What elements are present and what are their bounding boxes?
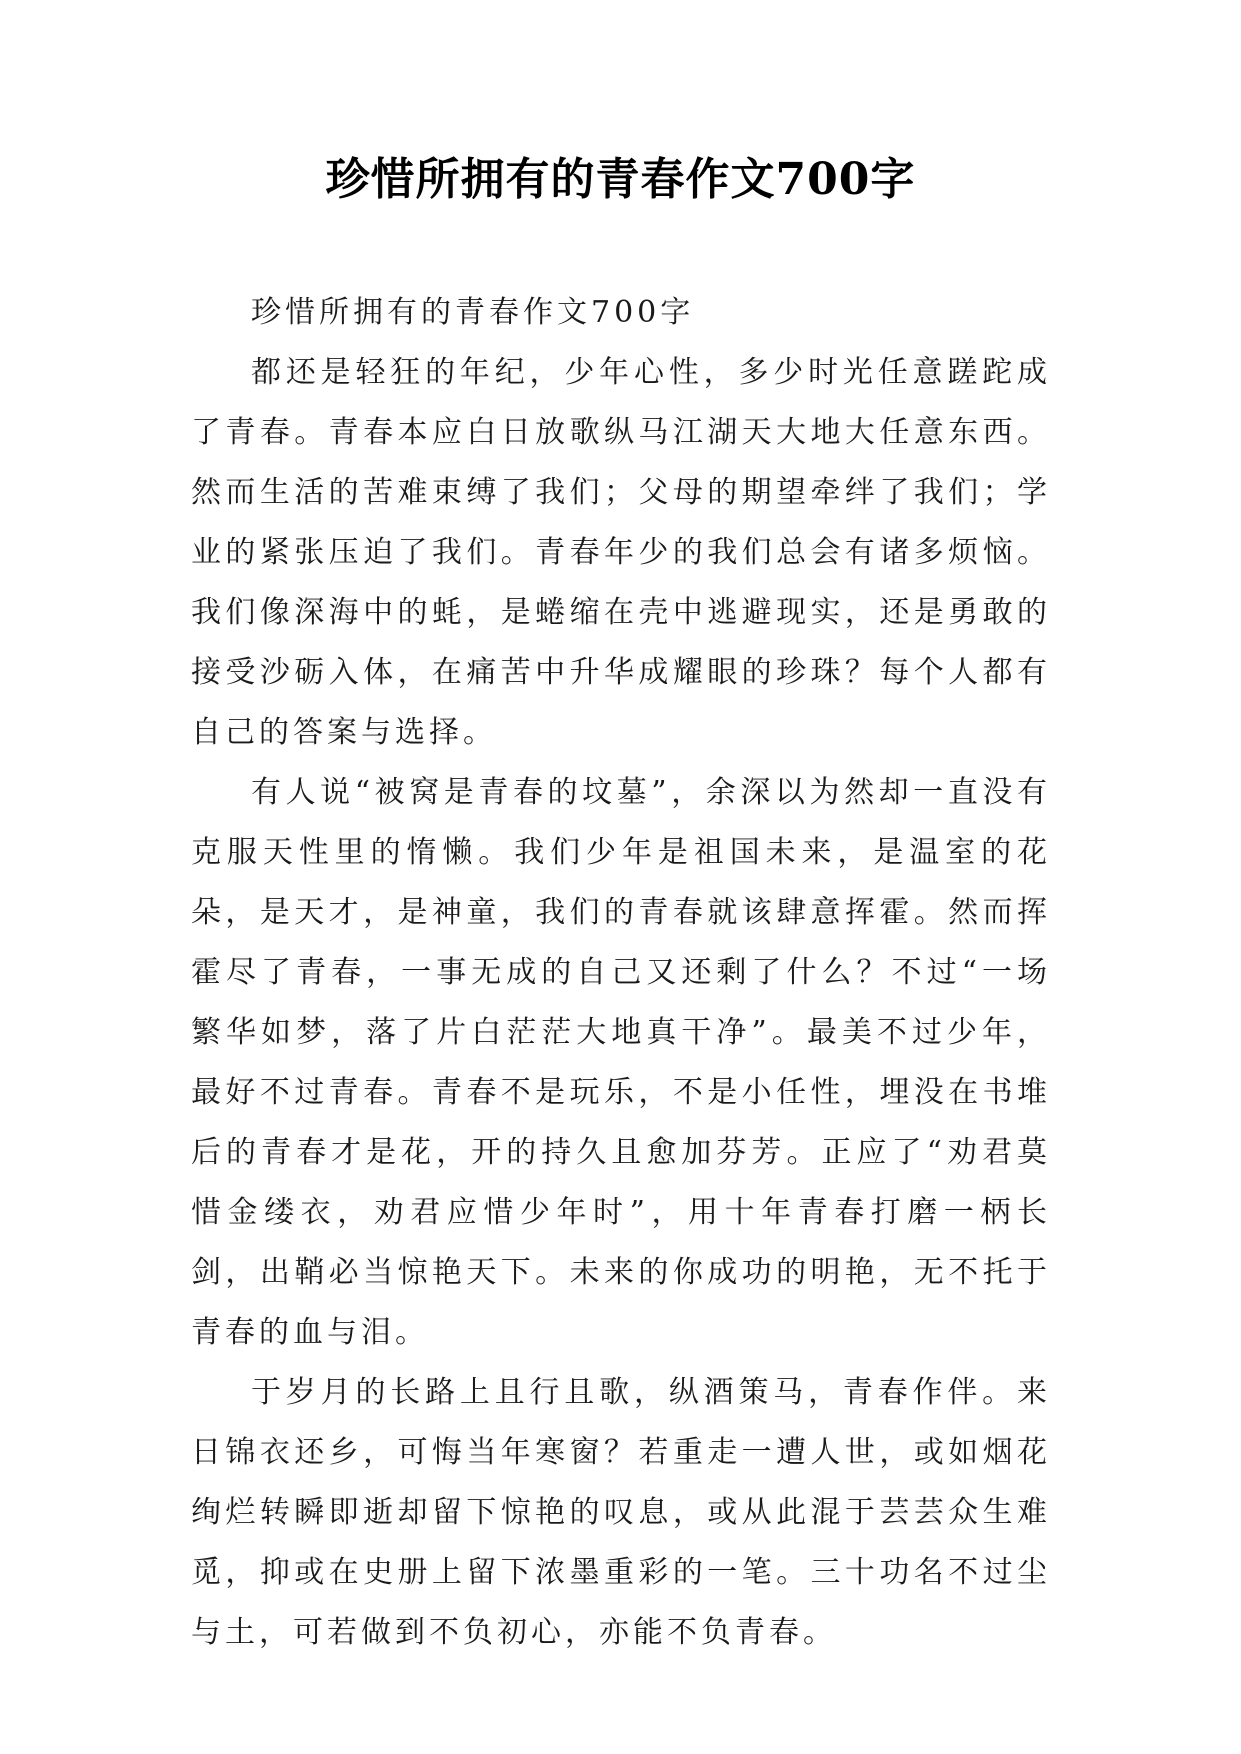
subtitle-paragraph: 珍惜所拥有的青春作文700字 [251, 295, 695, 330]
document-title: 珍惜所拥有的青春作文700字 [325, 154, 916, 205]
body-paragraph-1: 都还是轻狂的年纪，少年心性，多少时光任意蹉跎成了青春。青春本应白日放歌纵马江湖天大地大任意东西。然而生活的苦难束缚了我们；父母的期望牵绊了我们；学业的紧张压迫了我们。青春年少的我们总会有诸多烦恼。我们像深海中的蚝，是蜷缩在壳中逃避现实，还是勇敢的接受沙砺入体，在痛苦中升华成耀眼的珍珠？每个人都有自己的答案与选择。 [191, 355, 1051, 750]
body-paragraph-3: 于岁月的长路上且行且歌，纵酒策马，青春作伴。来日锦衣还乡，可悔当年寒窗？若重走一遭人世，或如烟花绚烂转瞬即逝却留下惊艳的叹息，或从此混于芸芸众生难觅，抑或在史册上留下浓墨重彩的一笔。三十功名不过尘与土，可若做到不负初心，亦能不负青春。 [191, 1375, 1051, 1650]
document-body [191, 283, 1051, 1663]
body-paragraph-2: 有人说“被窝是青春的坟墓”，余深以为然却一直没有克服天性里的惰懒。我们少年是祖国未来，是温室的花朵，是天才，是神童，我们的青春就该肆意挥霍。然而挥霍尽了青春，一事无成的自己又还剩了什么？不过“一场繁华如梦，落了片白茫茫大地真干净”。最美不过少年，最好不过青春。青春不是玩乐，不是小任性，埋没在书堆后的青春才是花，开的持久且愈加芬芳。正应了“劝君莫惜金缕衣，劝君应惜少年时”，用十年青春打磨一柄长剑，出鞘必当惊艳天下。未来的你成功的明艳，无不托于青春的血与泪。 [191, 775, 1051, 1350]
